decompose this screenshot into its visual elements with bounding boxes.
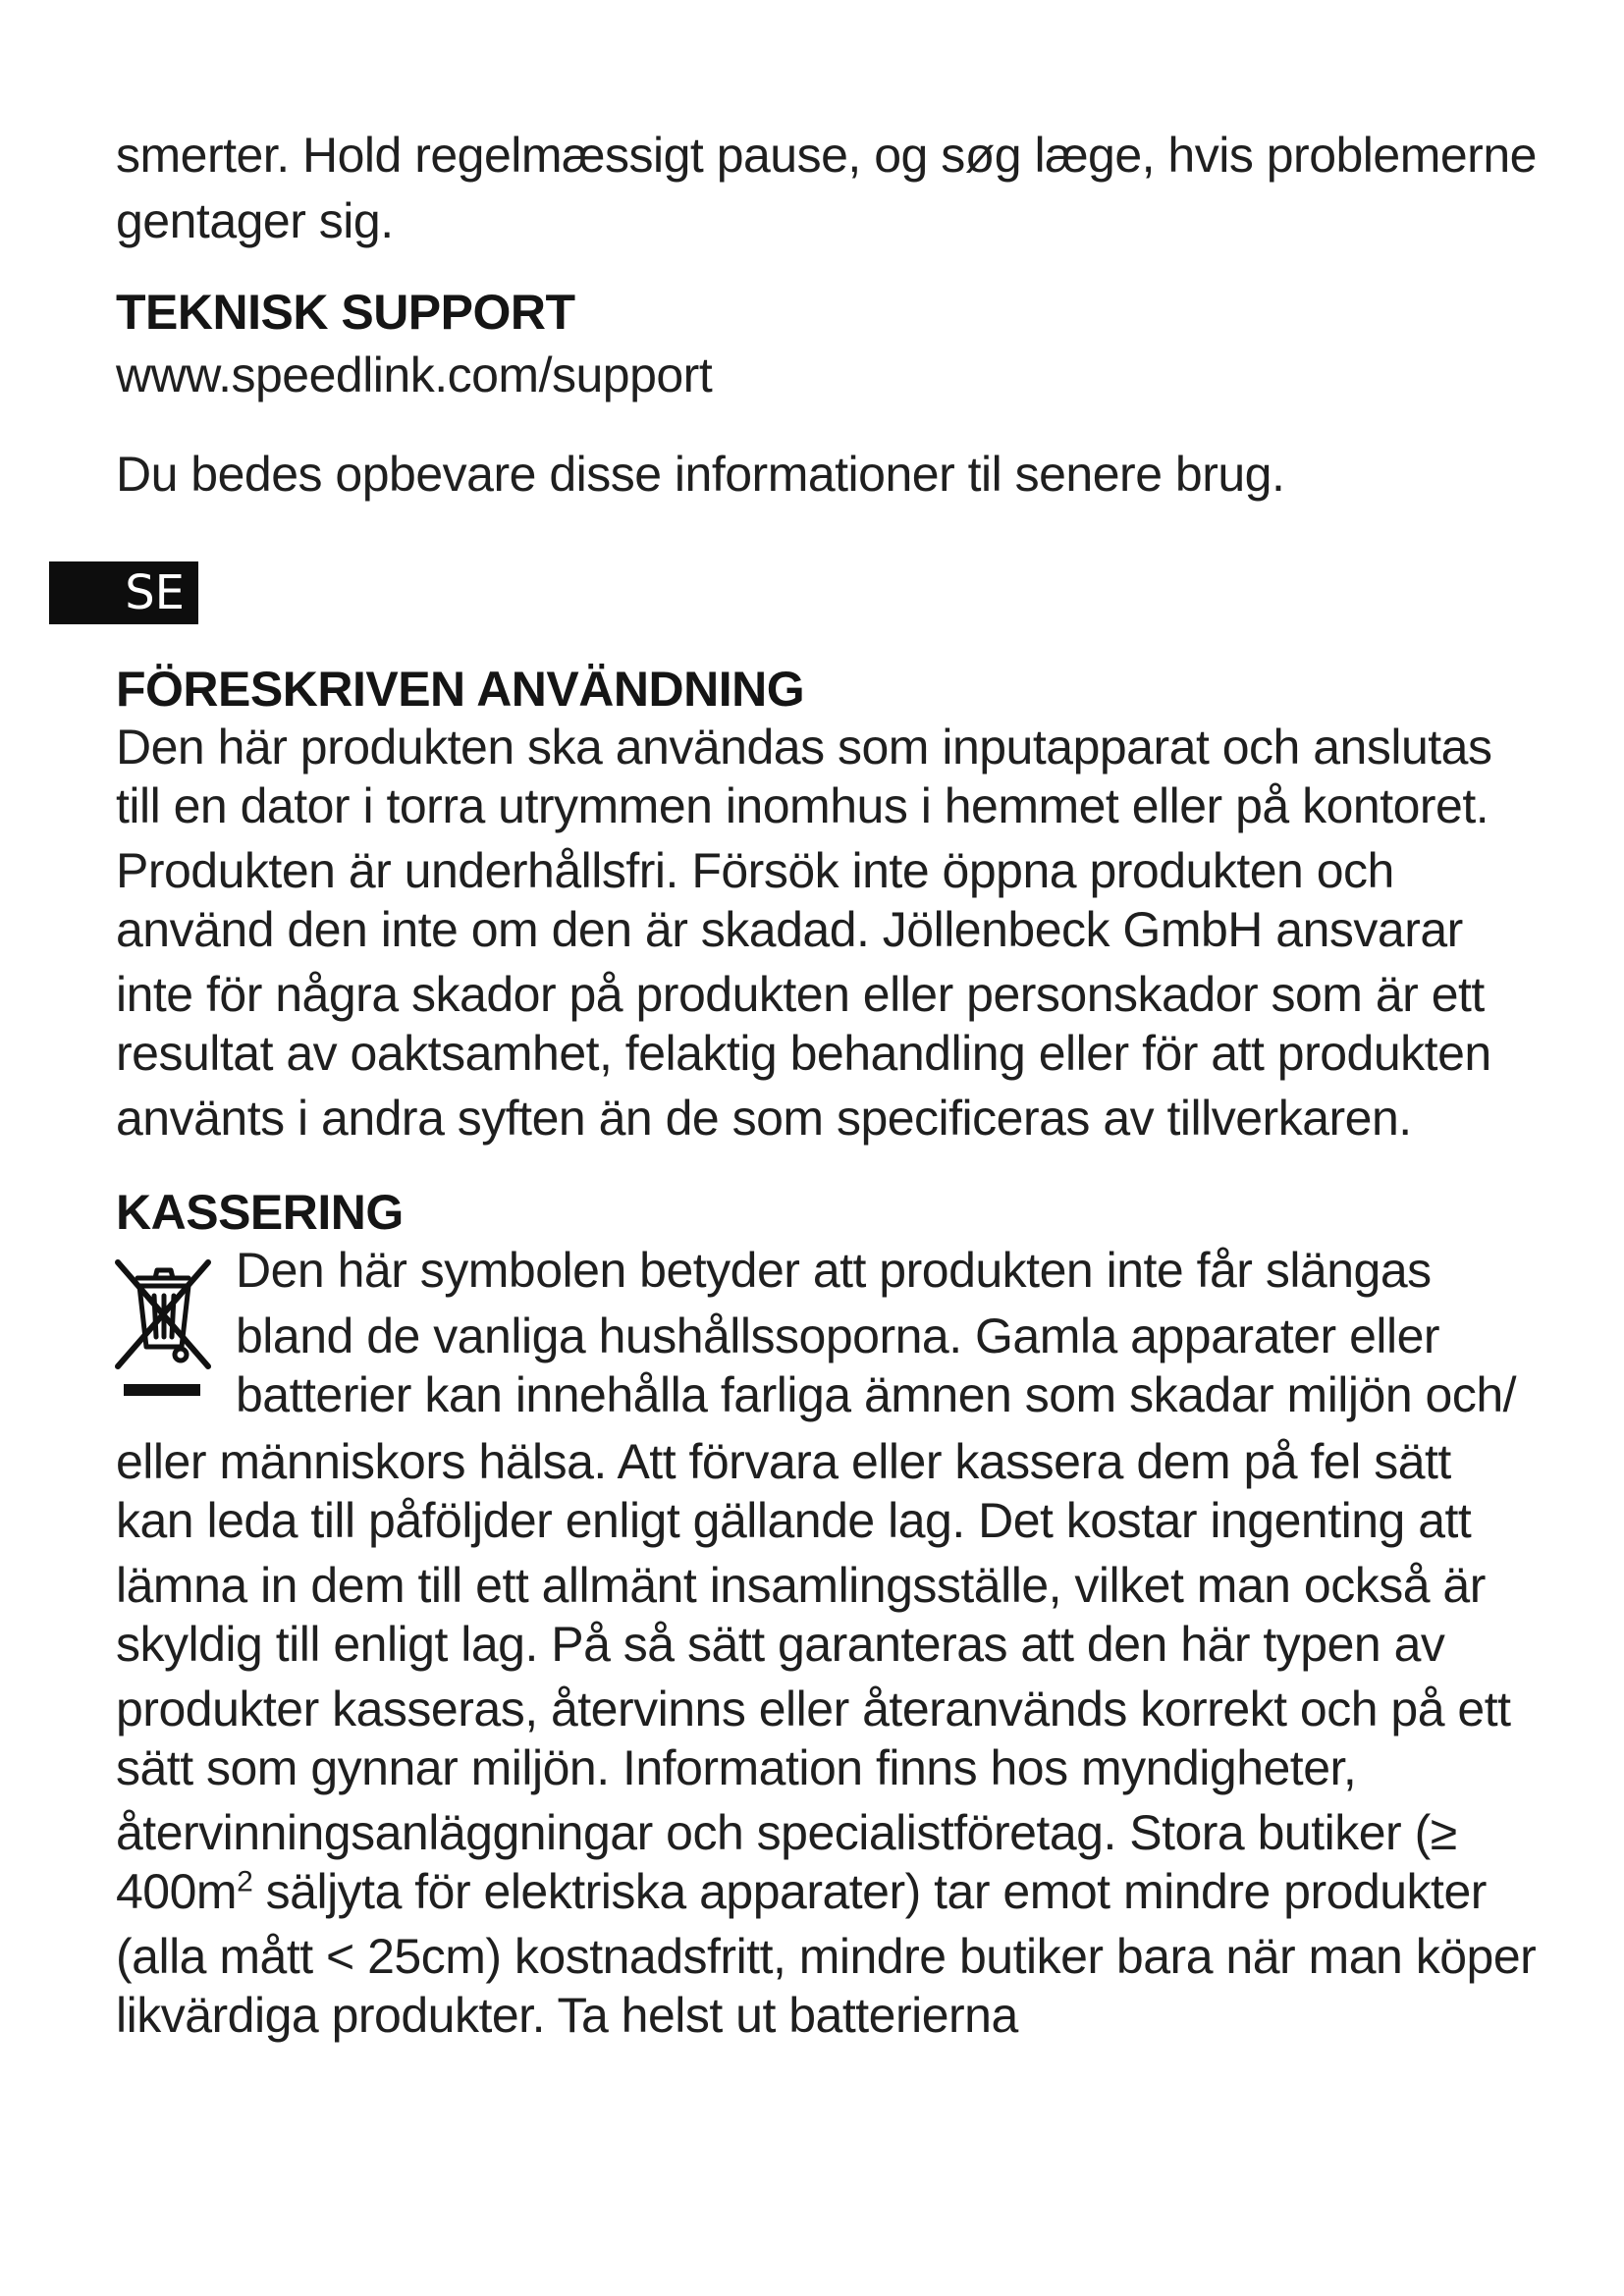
language-tag [49, 561, 198, 624]
text-line: (alla mått < 25cm) kostnadsfritt, mindre butiker bara när man köper [116, 1929, 1537, 1984]
support-url: www.speedlink.com/support [116, 347, 713, 402]
intended-use-heading: FÖRESKRIVEN ANVÄNDNING [116, 662, 805, 717]
intended-use-paragraph [116, 718, 1540, 1148]
text-line: resultat av oaktsamhet, felaktig behandling eller för att produkten [116, 1026, 1491, 1081]
text-line: använts i andra syften än de som specificeras av tillverkaren. [116, 1091, 1412, 1146]
text-line: Produkten är underhållsfri. Försök inte öppna produkten och [116, 843, 1394, 898]
text-line: lämna in dem till ett allmänt insamlingsställe, vilket man också är [116, 1558, 1486, 1613]
keep-info-text: Du bedes opbevare disse informationer til senere brug. [116, 447, 1285, 502]
support-heading: TEKNISK SUPPORT [116, 285, 575, 340]
area-superscript: 2 [237, 1865, 253, 1898]
area-suffix: säljyta för elektriska apparater) tar emot mindre produkter [252, 1864, 1487, 1919]
text-line: gentager sig. [116, 193, 394, 248]
text-line: skyldig till enligt lag. På så sätt garanteras att den här typen av [116, 1617, 1445, 1672]
text-line: använd den inte om den är skadad. Jöllenbeck GmbH ansvarar [116, 902, 1463, 957]
text-line: likvärdiga produkter. Ta helst ut batterierna [116, 1988, 1018, 2043]
crossed-out-wheelie-bin-icon [110, 1256, 218, 1404]
text-line: Den här symbolen betyder att produkten inte får slängas [236, 1243, 1432, 1298]
text-line: inte för några skador på produkten eller personskador som är ett [116, 967, 1485, 1022]
text-line: Den här produkten ska användas som inputapparat och anslutas [116, 720, 1492, 774]
text-line: sätt som gynnar miljön. Information finns hos myndigheter, [116, 1740, 1357, 1795]
text-line: smerter. Hold regelmæssigt pause, og søg læge, hvis problemerne [116, 128, 1537, 183]
area-text-line [116, 1862, 1540, 1921]
disposal-paragraph [116, 1432, 1540, 2045]
text-line: återvinningsanläggningar och specialistföretag. Stora butiker (≥ [116, 1805, 1457, 1860]
text-line: batterier kan innehålla farliga ämnen som skadar miljön och/ [236, 1367, 1517, 1422]
text-line: eller människors hälsa. Att förvara eller kassera dem på fel sätt [116, 1434, 1451, 1489]
text-line: kan leda till påföljder enligt gällande lag. Det kostar ingenting att [116, 1493, 1472, 1548]
text-line: till en dator i torra utrymmen inomhus i hemmet eller på kontoret. [116, 778, 1489, 833]
area-prefix: 400m [116, 1864, 238, 1919]
top-paragraph [116, 126, 1540, 250]
text-line: bland de vanliga hushållssoporna. Gamla apparater eller [236, 1308, 1440, 1363]
text-line: produkter kasseras, återvinns eller återanvänds korrekt och på ett [116, 1682, 1511, 1736]
disposal-heading: KASSERING [116, 1185, 404, 1240]
language-tag-label: SE [125, 565, 185, 620]
disposal-icon-paragraph [236, 1241, 1516, 1424]
